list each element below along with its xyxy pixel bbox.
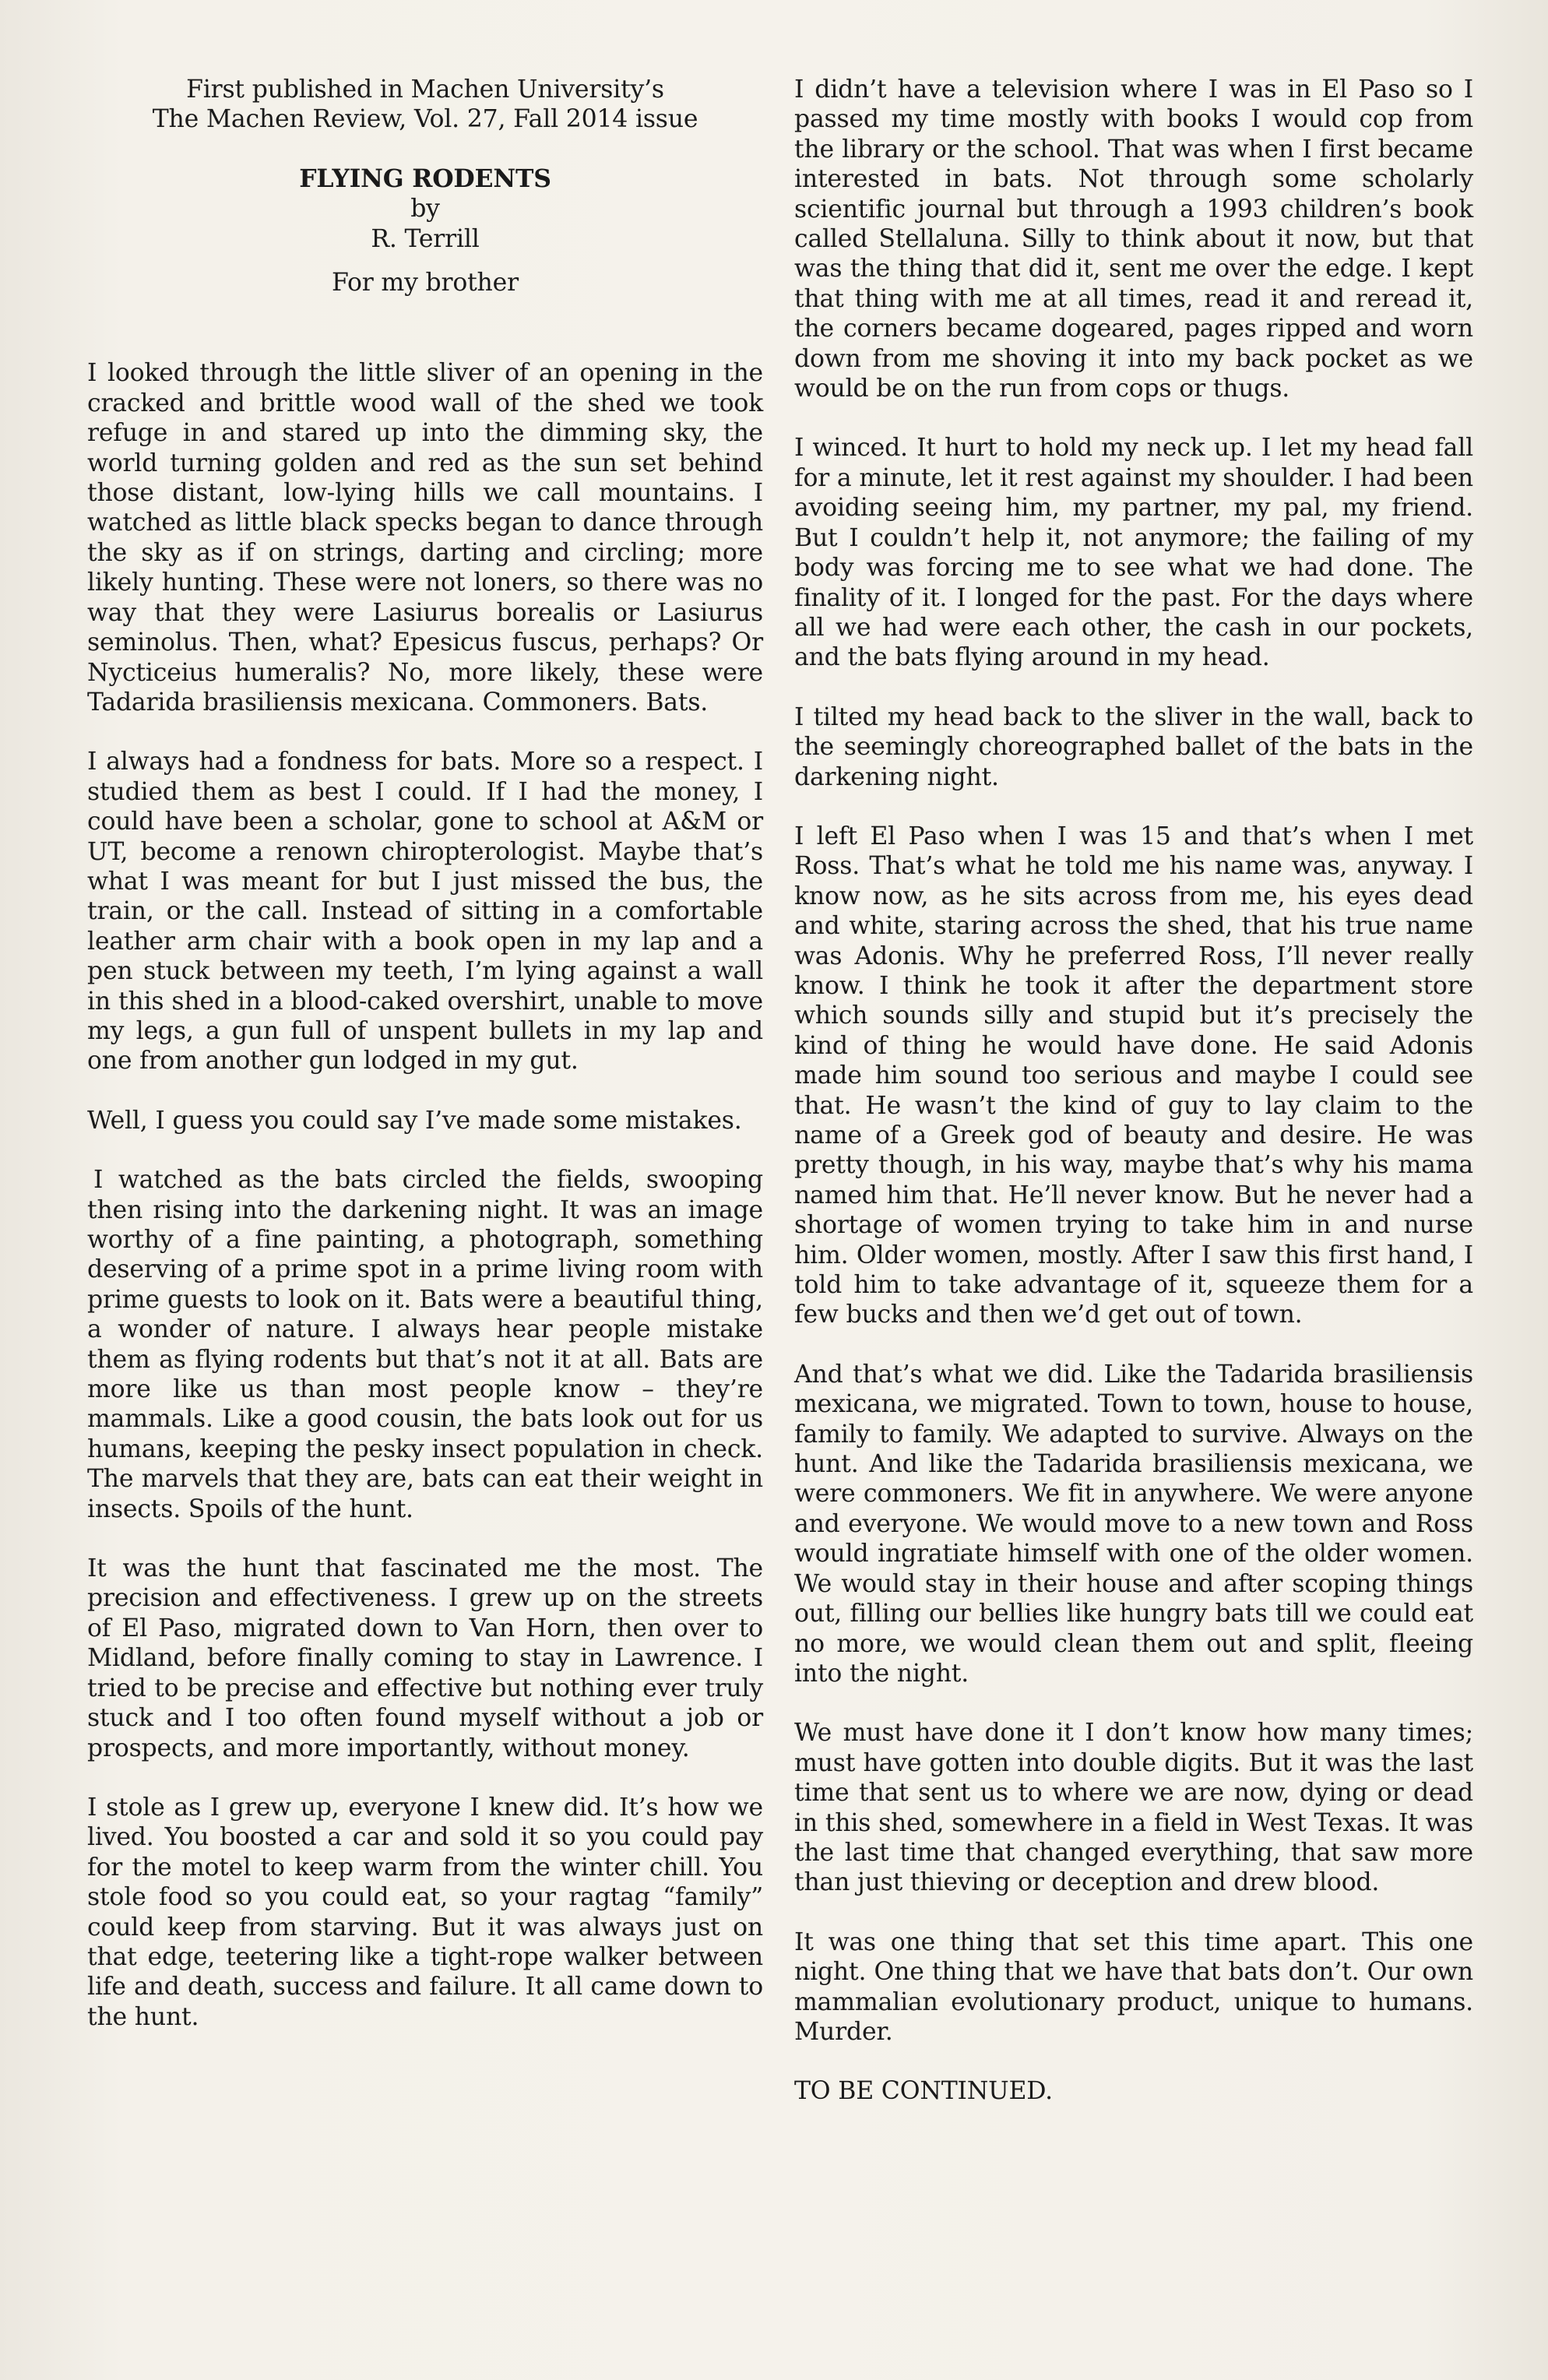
- paragraph: It was one thing that set this time apart. This one night. One thing that we have that bats don’t. Our own mammalian evolutionary product, unique to humans. Murder.: [794, 1928, 1473, 2046]
- author-name: R. Terrill: [371, 224, 480, 253]
- paragraph: I stole as I grew up, everyone I knew did. It’s how we lived. You boosted a car and sold it so you could pay for the motel to keep warm from the winter chill. You stole food so you could eat, so your ragtag “family” could keep from starving. But it was always just on that edge, teetering like a tight-rope walker between life and death, success and failure. It all came down to the hunt.: [87, 1793, 763, 2031]
- dedication: For my brother: [332, 269, 519, 298]
- paragraph: I winced. It hurt to hold my neck up. I let my head fall for a minute, let it rest against my shoulder. I had been avoiding seeing him, my partner, my pal, my friend. But I couldn’t help it, not anymore; the failing of my body was forcing me to see what we had done. The finality of it. I longed for the past. For the days where all we had were each other, the cash in our pockets, and the bats flying around in my head.: [794, 434, 1473, 672]
- left-column: [87, 75, 763, 2061]
- paragraph: I looked through the little sliver of an opening in the cracked and brittle wood wall of the shed we took refuge in and stared up into the dimming sky, the world turning golden and red as the sun set behind those distant, low-lying hills we call mountains. I watched as little black specks began to dance through the sky as if on strings, darting and circling; more likely hunting. These were not loners, so there was no way that they were Lasiurus borealis or Lasiurus seminolus. Then, what? Epesicus fuscus, perhaps? Or Nycticeius humeralis? No, more likely, these were Tadarida brasiliensis mexicana. Commoners. Bats.: [87, 359, 763, 716]
- publication-line-1: First published in Machen University’s: [186, 76, 664, 104]
- paragraph: We must have done it I don’t know how many times; must have gotten into double digits. But it was the last time that sent us to where we are now, dying or dead in this shed, somewhere in a field in West Texas. It was the last time that changed everything, that saw more than just thieving or deception and drew blood.: [794, 1719, 1473, 1897]
- paragraph: I left El Paso when I was 15 and that’s when I met Ross. That’s what he told me his name was, anyway. I know now, as he sits across from me, his eyes dead and white, staring across the shed, that his true name was Adonis. Why he preferred Ross, I’ll never really know. I think he took it after the department store which sounds silly and stupid but it’s precisely the kind of thing he would have done. He said Adonis made him sound too serious and maybe I could see that. He wasn’t the kind of guy to lay claim to the name of a Greek god of beauty and desire. He was pretty though, in his way, maybe that’s why his mama named him that. He’ll never know. But he never had a shortage of women trying to take him in and nurse him. Older women, mostly. After I saw this first hand, I told him to take advantage of it, squeeze them for a few bucks and then we’d get out of town.: [794, 822, 1473, 1329]
- paragraph: I always had a fondness for bats. More so a respect. I studied them as best I could. If I had the money, I could have been a scholar, gone to school at A&M or UT, become a renown chiropterologist. Maybe that’s what I was meant for but I just missed the bus, the train, or the call. Instead of sitting in a comfortable leather arm chair with a book open in my lap and a pen stuck between my teeth, I’m lying against a wall in this shed in a blood-caked overshirt, unable to move my legs, a gun full of unspent bullets in my lap and one from another gun lodged in my gut.: [87, 748, 763, 1076]
- byline-by: by: [410, 195, 440, 224]
- to-be-continued: TO BE CONTINUED.: [794, 2077, 1053, 2106]
- right-column: [794, 75, 1473, 2107]
- paragraph: I watched as the bats circled the fields, swooping then rising into the darkening night. It was an image worthy of a fine painting, a photograph, something deserving of a prime spot in a prime living room with prime guests to look on it. Bats were a beautiful thing, a wonder of nature. I always hear people mistake them as flying rodents but that’s not it at all. Bats are more like us than most people know – they’re mammals. Like a good cousin, the bats look out for us humans, keeping the pesky insect population in check. The marvels that they are, bats can eat their weight in insects. Spoils of the hunt.: [87, 1166, 763, 1523]
- paragraph: I tilted my head back to the sliver in the wall, back to the seemingly choreographed ballet of the bats in the darkening night.: [794, 702, 1473, 791]
- paragraph: I didn’t have a television where I was in El Paso so I passed my time mostly with books I would cop from the library or the school. That was when I first became interested in bats. Not through some scholarly scientific journal but through a 1993 children’s book called Stellaluna. Silly to think about it now, but that was the thing that did it, sent me over the edge. I kept that thing with me at all times, read it and reread it, the corners became dogeared, pages ripped and worn down from me shoving it into my back pocket as we would be on the run from cops or thugs.: [794, 76, 1473, 403]
- title-block: [87, 164, 763, 254]
- paragraph: Well, I guess you could say I’ve made some mistakes.: [87, 1106, 742, 1135]
- paragraph: And that’s what we did. Like the Tadarida brasiliensis mexicana, we migrated. Town to town, house to house, family to family. We adapted to survive. Always on the hunt. And like the Tadarida brasiliensis mexicana, we were commoners. We fit in anywhere. We were anyone and everyone. We would move to a new town and Ross would ingratiate himself with one of the older women. We would stay in their house and after scoping things out, filling our bellies like hungry bats till we could eat no more, we would clean them out and split, fleeing into the night.: [794, 1360, 1473, 1688]
- paragraph: It was the hunt that fascinated me the most. The precision and effectiveness. I grew up on the streets of El Paso, migrated down to Van Horn, then over to Midland, before finally coming to stay in Lawrence. I tried to be precise and effective but nothing ever truly stuck and I too often found myself without a job or prospects, and more importantly, without money.: [87, 1554, 763, 1762]
- publication-line-2: The Machen Review, Vol. 27, Fall 2014 issue: [152, 105, 698, 134]
- story-title: FLYING RODENTS: [299, 164, 551, 193]
- publication-note: [87, 75, 763, 135]
